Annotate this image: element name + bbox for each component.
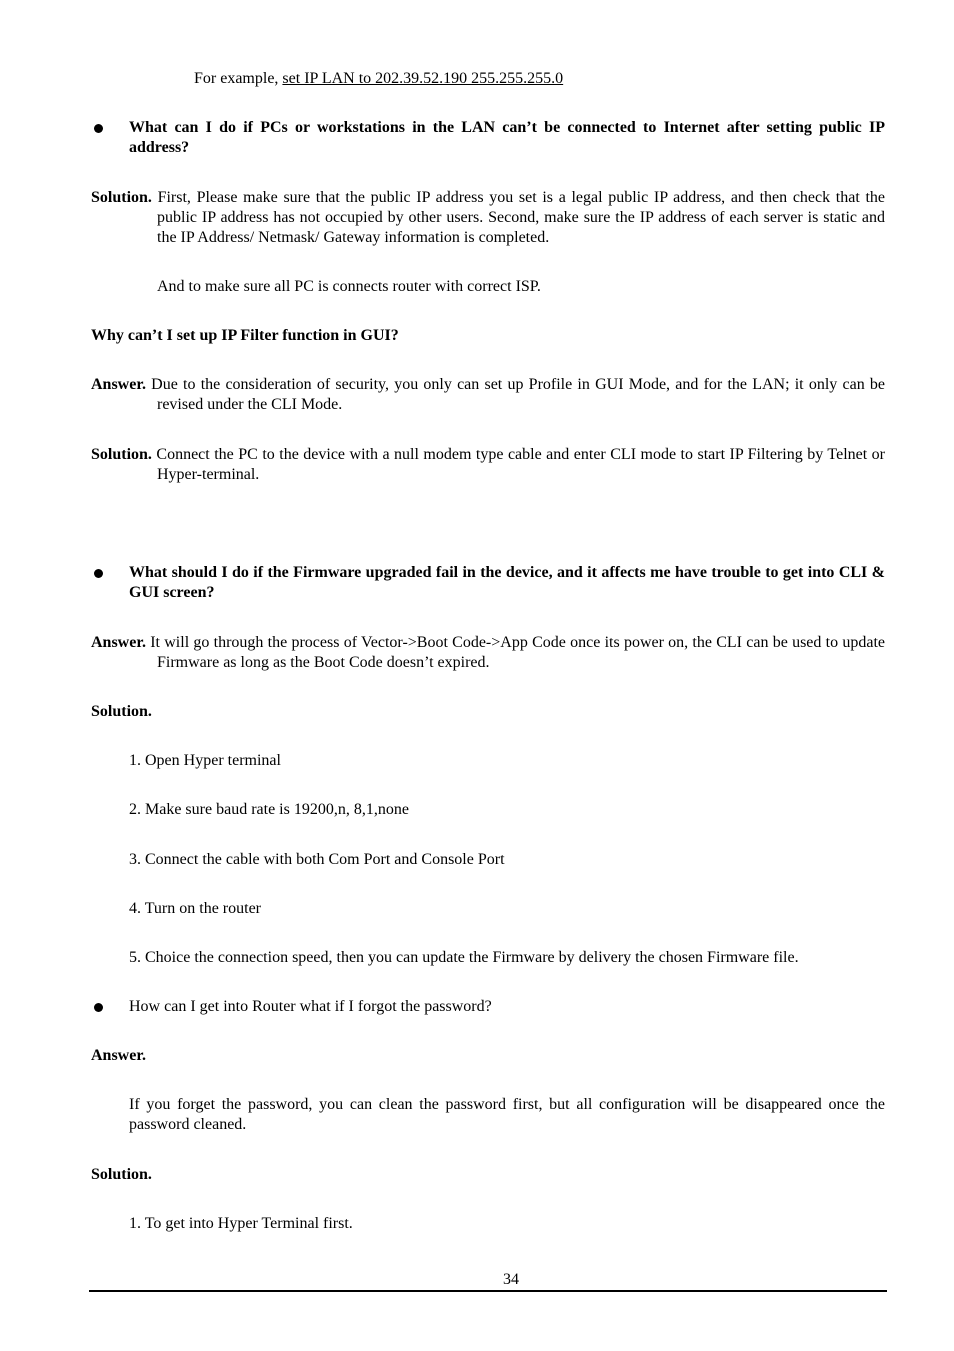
example-prefix: For example,	[194, 70, 283, 87]
step-item: 1. To get into Hyper Terminal first.	[129, 1215, 353, 1232]
example-command: set IP LAN to 202.39.52.190 255.255.255.0	[282, 70, 564, 87]
faq-answer-4: If you forget the password, you can clean the password first, but all configuration will be disappeared once the password cleaned.	[129, 1096, 885, 1133]
faq-solution-label-4: Solution.	[91, 1166, 152, 1183]
step-item: 4. Turn on the router	[129, 900, 261, 917]
footer-rule	[89, 1290, 887, 1292]
answer-label: Answer.	[91, 634, 146, 651]
bullet-icon	[94, 124, 103, 133]
faq-question-3: What should I do if the Firmware upgraded fail in the device, and it affects me have trouble to get into CLI & GUI screen?	[129, 564, 885, 601]
step-item: 3. Connect the cable with both Com Port and Console Port	[129, 851, 505, 868]
solution-text: Connect the PC to the device with a null modem type cable and enter CLI mode to start IP Filtering by Telnet or Hyper-terminal.	[151, 446, 885, 483]
solution-label: Solution.	[91, 189, 152, 206]
solution-label: Solution.	[91, 446, 152, 463]
faq-question-4: How can I get into Router what if I forgot the password?	[129, 998, 492, 1015]
faq-answer-label-4: Answer.	[91, 1047, 146, 1064]
example-line	[194, 69, 884, 89]
answer-text: It will go through the process of Vector->Boot Code->App Code once its power on, the CLI can be used to update Firmware as long as the Boot Code doesn’t expired.	[145, 634, 885, 671]
page-number: 34	[503, 1271, 519, 1288]
bullet-icon	[94, 569, 103, 578]
step-item: 1. Open Hyper terminal	[129, 752, 281, 769]
step-item: 5. Choice the connection speed, then you can update the Firmware by delivery the chosen Firmware file.	[129, 949, 799, 966]
faq-solution-label-3: Solution.	[91, 703, 152, 720]
bullet-icon	[94, 1003, 103, 1012]
answer-text: Due to the consideration of security, you only can set up Profile in GUI Mode, and for the LAN; it only can be revised under the CLI Mode.	[145, 376, 885, 413]
answer-label: Answer.	[91, 376, 146, 393]
faq-answer-3	[91, 633, 885, 673]
faq-question-1: What can I do if PCs or workstations in the LAN can’t be connected to Internet after setting public IP address?	[129, 119, 885, 156]
faq-question-2: Why can’t I set up IP Filter function in GUI?	[91, 327, 399, 344]
step-item: 2. Make sure baud rate is 19200,n, 8,1,none	[129, 801, 409, 818]
faq-answer-2	[91, 375, 885, 415]
faq-followup-1: And to make sure all PC is connects router with correct ISP.	[157, 278, 541, 295]
solution-text: First, Please make sure that the public IP address you set is a legal public IP address, and then check that the public IP address has not occupied by other users. Second, make sure the IP address of each server is static and the IP Address/ Netmask/ Gateway information is completed.	[151, 189, 885, 246]
faq-solution-2	[91, 445, 885, 485]
faq-solution-1	[91, 188, 885, 248]
